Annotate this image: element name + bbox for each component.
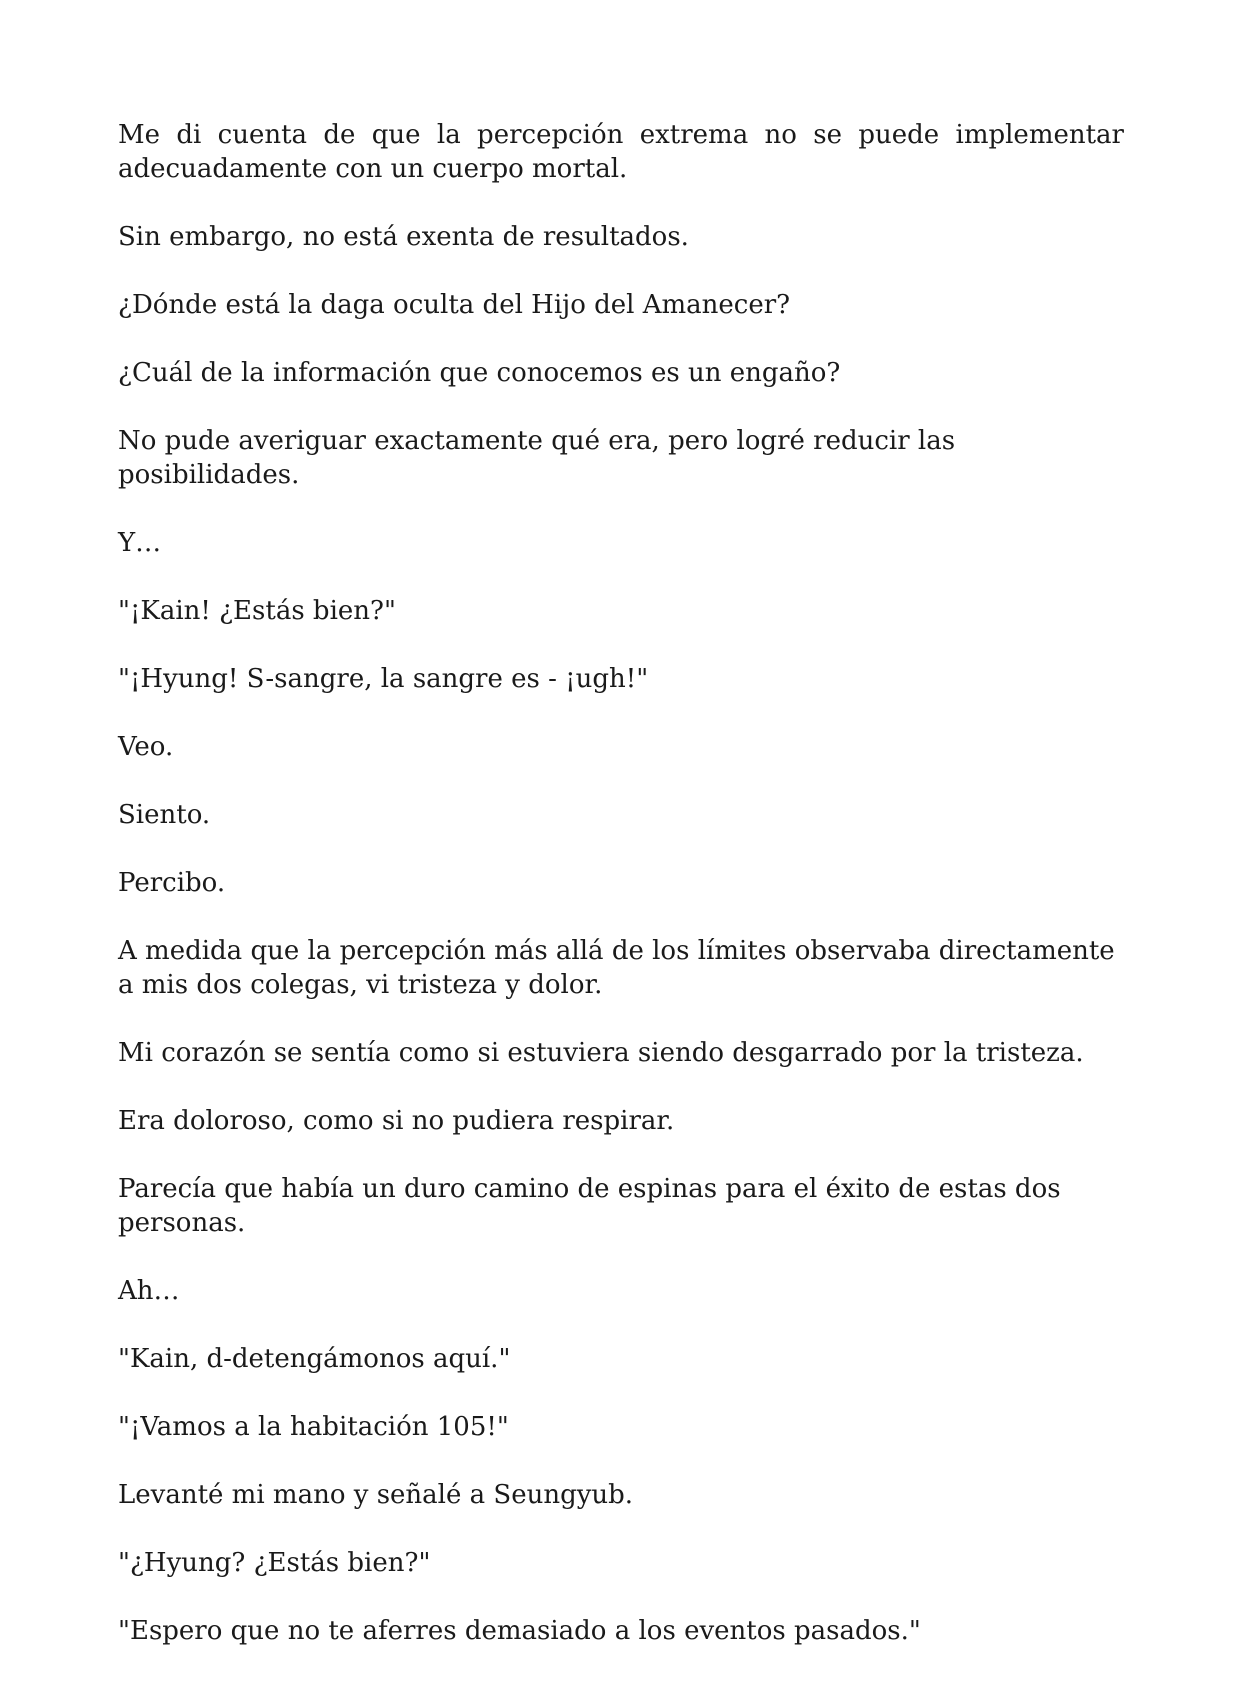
- paragraph: Me di cuenta de que la percepción extrema no se puede implementar adecuadamente con un cuerpo mortal.: [118, 120, 1124, 184]
- dialogue-line: "¡Vamos a la habitación 105!": [118, 1412, 509, 1442]
- dialogue-line: "¡Kain! ¿Estás bien?": [118, 596, 396, 626]
- paragraph: Percibo.: [118, 868, 226, 898]
- dialogue-line: "Kain, d-detengámonos aquí.": [118, 1344, 511, 1374]
- paragraph: A medida que la percepción más allá de los límites observaba directamente a mis dos colegas, vi tristeza y dolor.: [118, 936, 1115, 1000]
- paragraph: Ah…: [118, 1276, 180, 1306]
- paragraph: ¿Dónde está la daga oculta del Hijo del Amanecer?: [118, 290, 791, 320]
- paragraph: Y…: [118, 528, 162, 558]
- paragraph: Mi corazón se sentía como si estuviera siendo desgarrado por la tristeza.: [118, 1038, 1084, 1068]
- document-body: [118, 118, 1124, 1682]
- dialogue-line: "¿Hyung? ¿Estás bien?": [118, 1548, 431, 1578]
- paragraph: Era doloroso, como si no pudiera respirar.: [118, 1106, 675, 1136]
- paragraph: Veo.: [118, 732, 174, 762]
- dialogue-line: "¡Hyung! S-sangre, la sangre es - ¡ugh!": [118, 664, 649, 694]
- paragraph: Levanté mi mano y señalé a Seungyub.: [118, 1480, 634, 1510]
- dialogue-line: "Espero que no te aferres demasiado a los eventos pasados.": [118, 1616, 921, 1646]
- paragraph: Sin embargo, no está exenta de resultados.: [118, 222, 689, 252]
- paragraph: Siento.: [118, 800, 211, 830]
- paragraph: ¿Cuál de la información que conocemos es un engaño?: [118, 358, 841, 388]
- paragraph: No pude averiguar exactamente qué era, pero logré reducir las posibilidades.: [118, 426, 956, 490]
- paragraph: Parecía que había un duro camino de espinas para el éxito de estas dos personas.: [118, 1174, 1061, 1238]
